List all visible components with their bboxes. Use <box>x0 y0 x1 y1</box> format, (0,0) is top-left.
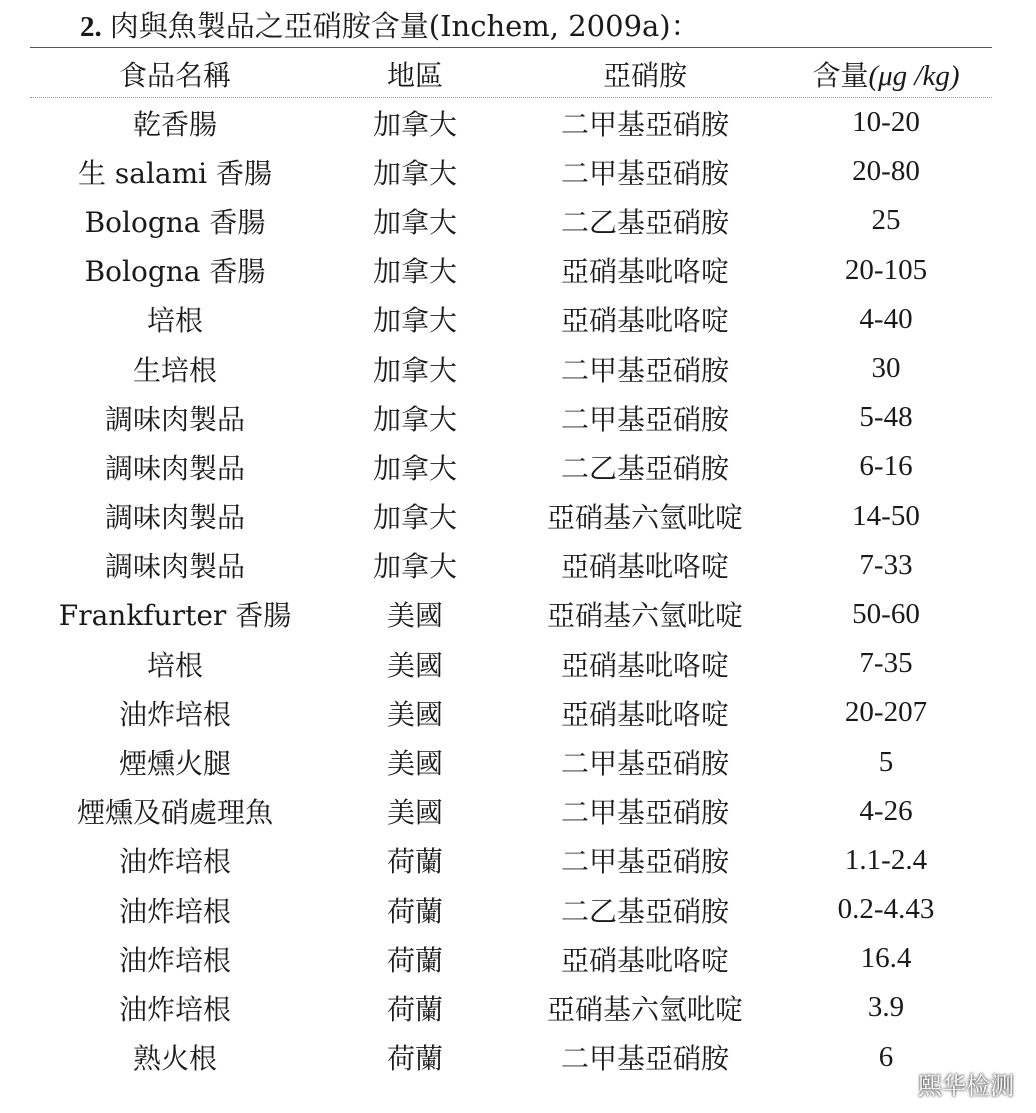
top-rule <box>30 47 992 48</box>
cell-region: 美國 <box>386 697 443 731</box>
table-row <box>30 492 992 541</box>
cell-region: 美國 <box>386 796 443 830</box>
cell-nitrosamine: 亞硝基吡咯啶 <box>560 255 729 289</box>
cell-region: 荷蘭 <box>386 943 443 977</box>
cell-amount: 4-26 <box>859 794 913 827</box>
cell-food: 生培根 <box>132 353 217 387</box>
table-row <box>30 393 992 442</box>
cell-nitrosamine: 亞硝基吡咯啶 <box>560 304 729 338</box>
cell-amount: 14-50 <box>852 499 920 532</box>
table-row <box>30 885 992 934</box>
cell-nitrosamine: 二甲基亞硝胺 <box>560 845 729 879</box>
cell-amount: 20-105 <box>844 253 928 286</box>
cell-region: 加拿大 <box>372 402 457 436</box>
cell-amount: 5-48 <box>859 401 913 434</box>
cell-food: Bologna 香腸 <box>84 205 266 239</box>
cell-amount: 7-35 <box>859 647 913 680</box>
table-row <box>30 196 992 245</box>
cell-amount: 10-20 <box>852 106 920 139</box>
cell-amount: 25 <box>871 204 901 237</box>
cell-amount: 5 <box>878 745 894 778</box>
cell-food: 煙燻火腿 <box>118 747 231 781</box>
cell-region: 荷蘭 <box>386 1042 443 1076</box>
table-row <box>30 246 992 295</box>
watermark-text: 熙华检测 <box>918 1072 1014 1100</box>
cell-region: 加拿大 <box>372 107 457 141</box>
cell-food: Bologna 香腸 <box>84 255 266 289</box>
cell-region: 加拿大 <box>372 205 457 239</box>
cell-amount: 3.9 <box>867 991 905 1024</box>
table-row <box>30 787 992 836</box>
table-row <box>30 688 992 737</box>
table-row <box>30 147 992 196</box>
cell-amount: 7-33 <box>859 548 913 581</box>
table-row <box>30 295 992 344</box>
cell-nitrosamine: 二乙基亞硝胺 <box>560 451 729 485</box>
table-row <box>30 541 992 590</box>
cell-nitrosamine: 亞硝基吡咯啶 <box>560 697 729 731</box>
cell-amount: 6-16 <box>859 450 913 483</box>
cell-region: 加拿大 <box>372 255 457 289</box>
cell-nitrosamine: 二甲基亞硝胺 <box>560 747 729 781</box>
table-row <box>30 934 992 983</box>
cell-nitrosamine: 亞硝基吡咯啶 <box>560 943 729 977</box>
cell-nitrosamine: 亞硝基吡咯啶 <box>560 550 729 584</box>
cell-food: 培根 <box>146 304 203 338</box>
cell-food: 油炸培根 <box>118 943 231 977</box>
header-food: 食品名稱 <box>118 59 231 92</box>
nitrosamine-table <box>30 50 992 1082</box>
cell-nitrosamine: 二甲基亞硝胺 <box>560 156 729 190</box>
header-region: 地區 <box>386 59 443 92</box>
cell-food: 培根 <box>146 648 203 682</box>
cell-nitrosamine: 二甲基亞硝胺 <box>560 402 729 436</box>
cell-region: 加拿大 <box>372 451 457 485</box>
cell-amount: 1.1-2.4 <box>844 843 928 876</box>
table-row <box>30 590 992 639</box>
cell-nitrosamine: 亞硝基吡咯啶 <box>560 648 729 682</box>
cell-region: 美國 <box>386 599 443 633</box>
caption-title: 肉與魚製品之亞硝胺含量(Inchem, 2009a)： <box>109 9 700 43</box>
cell-food: 油炸培根 <box>118 845 231 879</box>
cell-nitrosamine: 亞硝基六氫吡啶 <box>546 501 743 535</box>
cell-amount: 50-60 <box>852 597 920 630</box>
cell-food: 調味肉製品 <box>104 550 245 584</box>
table-row <box>30 836 992 885</box>
cell-amount: 20-80 <box>852 155 920 188</box>
cell-nitrosamine: 二乙基亞硝胺 <box>560 894 729 928</box>
cell-amount: 20-207 <box>844 696 928 729</box>
table-row <box>30 1033 992 1082</box>
cell-amount: 16.4 <box>860 942 912 975</box>
table-row <box>30 98 992 147</box>
cell-food: 油炸培根 <box>118 992 231 1026</box>
table-row <box>30 737 992 786</box>
cell-food: 調味肉製品 <box>104 501 245 535</box>
caption-number: 2. <box>80 11 102 43</box>
cell-nitrosamine: 二甲基亞硝胺 <box>560 1042 729 1076</box>
cell-region: 加拿大 <box>372 501 457 535</box>
table-row <box>30 344 992 393</box>
header-amount <box>780 54 992 94</box>
header-amount-unit: (μg /kg) <box>868 60 960 92</box>
table-header-row <box>30 50 992 98</box>
cell-region: 美國 <box>386 747 443 781</box>
cell-food: 調味肉製品 <box>104 451 245 485</box>
cell-food: Frankfurter 香腸 <box>58 599 292 633</box>
cell-region: 加拿大 <box>372 353 457 387</box>
cell-nitrosamine: 亞硝基六氫吡啶 <box>546 599 743 633</box>
table-row <box>30 639 992 688</box>
wechat-icon <box>876 1071 910 1097</box>
cell-region: 荷蘭 <box>386 894 443 928</box>
cell-region: 荷蘭 <box>386 845 443 879</box>
cell-region: 荷蘭 <box>386 992 443 1026</box>
cell-food: 生 salami 香腸 <box>77 156 273 190</box>
cell-nitrosamine: 二甲基亞硝胺 <box>560 107 729 141</box>
table-row <box>30 983 992 1032</box>
cell-food: 煙燻及硝處理魚 <box>76 796 273 830</box>
cell-region: 加拿大 <box>372 304 457 338</box>
cell-region: 美國 <box>386 648 443 682</box>
cell-nitrosamine: 亞硝基六氫吡啶 <box>546 992 743 1026</box>
cell-region: 加拿大 <box>372 156 457 190</box>
cell-amount: 6 <box>878 1040 894 1073</box>
cell-amount: 4-40 <box>859 302 913 335</box>
cell-nitrosamine: 二乙基亞硝胺 <box>560 205 729 239</box>
cell-amount: 30 <box>871 352 901 385</box>
cell-region: 加拿大 <box>372 550 457 584</box>
cell-food: 乾香腸 <box>132 107 217 141</box>
cell-nitrosamine: 二甲基亞硝胺 <box>560 353 729 387</box>
header-amount-label: 含量 <box>812 59 869 92</box>
cell-food: 油炸培根 <box>118 894 231 928</box>
cell-amount: 0.2-4.43 <box>837 893 935 926</box>
watermark <box>876 1066 1014 1101</box>
table-row <box>30 442 992 491</box>
table-body <box>30 98 992 1082</box>
cell-food: 調味肉製品 <box>104 402 245 436</box>
cell-food: 熟火根 <box>132 1042 217 1076</box>
table-caption <box>80 6 700 46</box>
header-nitrosamine: 亞硝胺 <box>602 59 687 92</box>
cell-food: 油炸培根 <box>118 697 231 731</box>
cell-nitrosamine: 二甲基亞硝胺 <box>560 796 729 830</box>
